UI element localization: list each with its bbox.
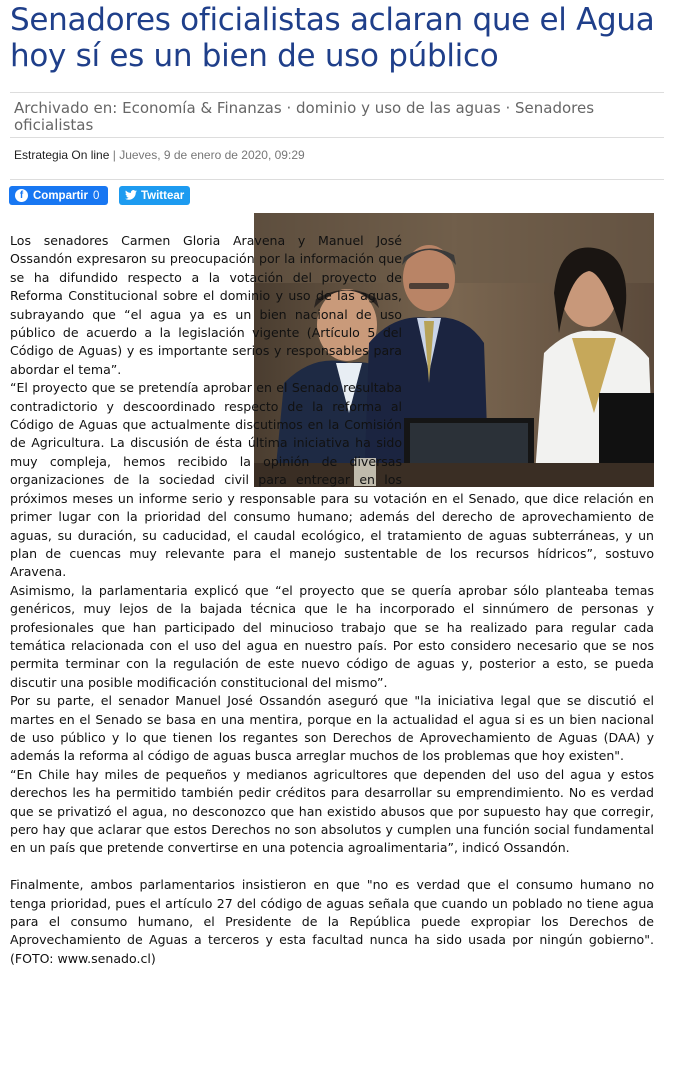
- twitter-bird-svg: [125, 190, 137, 200]
- paragraph-5: “En Chile hay miles de pequeños y medianos agricultores que dependen del uso del agua y estos derechos les ha permitido también pedir créditos para desarrollar su emprendimiento. No es verdad que se privatizó el agua, no desconozco que han existido abusos que por supuesto hay que corregir, pero hay que aclarar que estos Derechos no son absolutos y cumplen una función social fundamental en un país que pretende convertirse en una potencia agroalimentaria”, indicó Ossandón.: [10, 766, 654, 856]
- facebook-share-button[interactable]: [9, 186, 108, 205]
- article-date: Jueves, 9 de enero de 2020, 09:29: [119, 148, 305, 162]
- twitter-bird-icon: [125, 189, 137, 203]
- article-title: Senadores oficialistas aclaran que el Agua hoy sí es un bien de uso público: [10, 2, 655, 74]
- archived-in-tags: Archivado en: Economía & Finanzas · dominio y uso de las aguas · Senadores oficialistas: [10, 92, 664, 138]
- facebook-share-label: Compartir: [33, 189, 88, 202]
- article-meta: [10, 138, 664, 180]
- paragraph-4: Por su parte, el senador Manuel José Ossandón aseguró que "la iniciativa legal que se discutió el martes en el Senado se basa en una mentira, porque en la actualidad el agua si es un bien nacional de uso público y lo que tienen los regantes son Derechos de Aprovechamiento de Aguas (DAA) y además la reforma al código de aguas busca arreglar muchos de los problemas que hoy existen".: [10, 693, 654, 764]
- photo-float-spacer: [402, 232, 654, 486]
- article-source: Estrategia On line: [14, 148, 110, 162]
- article-body: [10, 232, 654, 968]
- paragraph-1: Los senadores Carmen Gloria Aravena y Manuel José Ossandón expresaron su preocupación por la información que se ha difundido respecto a la votación del proyecto de Reforma Constitucional sobre el dominio y uso de las aguas, subrayando que “el agua ya es un bien nacional de uso público de acuerdo a la legislación vigente (Artículo 5 del Código de Aguas) y es importante serios y responsables para abordar el tema”.: [10, 233, 402, 377]
- paragraph-6: Finalmente, ambos parlamentarios insistieron en que "no es verdad que el consumo humano no tenga prioridad, pues el artículo 27 del código de aguas señala que cuando un poblado no tiene agua para el consumo humano, el Presidente de la República puede expropiar los Derechos de Aprovechamiento de Aguas a terceros y esta facultad nunca ha sido usada por ningún gobierno". (FOTO: www.senado.cl): [10, 877, 654, 966]
- twitter-share-label: Twittear: [141, 189, 185, 202]
- facebook-share-count: 0: [92, 189, 100, 202]
- paragraph-2: “El proyecto que se pretendía aprobar en el Senado resultaba contradictorio y descoordinado respecto de la reforma al Código de Aguas que actualmente discutimos en la Comisión de Agricultura. La discusión de ésta última iniciativa ha sido muy compleja, hemos recibido la opinión de diversas organizaciones de la sociedad civil para entregar en los próximos meses un informe serio y responsable para su votación en el Senado, que dice relación en primer lugar con la prioridad del consumo humano; además del derecho de aprovechamiento de aguas, su duración, su caducidad, el caudal ecológico, el tratamiento de aguas subterráneas, y un plan de cuencas muy relevante para el manejo sustentable de los recursos hídricos”, sostuvo Aravena.: [10, 380, 654, 580]
- paragraph-3: Asimismo, la parlamentaria explicó que “el proyecto que se quería aprobar sólo planteaba temas genéricos, muy lejos de la bajada técnica que le ha incorporado el sinnúmero de personas y profesionales que han participado del minucioso trabajo que se ha realizado para regular cada temática relacionada con el uso del agua en nuestro país. Por esto considero necesario que se nos permita terminar con la regulación de este nuevo código de aguas y, posterior a esto, se pueda discutir una posible modificación constitucional del mismo”.: [10, 582, 654, 690]
- facebook-icon: f: [15, 189, 28, 202]
- twitter-share-button[interactable]: [119, 186, 190, 205]
- meta-separator: |: [109, 148, 120, 162]
